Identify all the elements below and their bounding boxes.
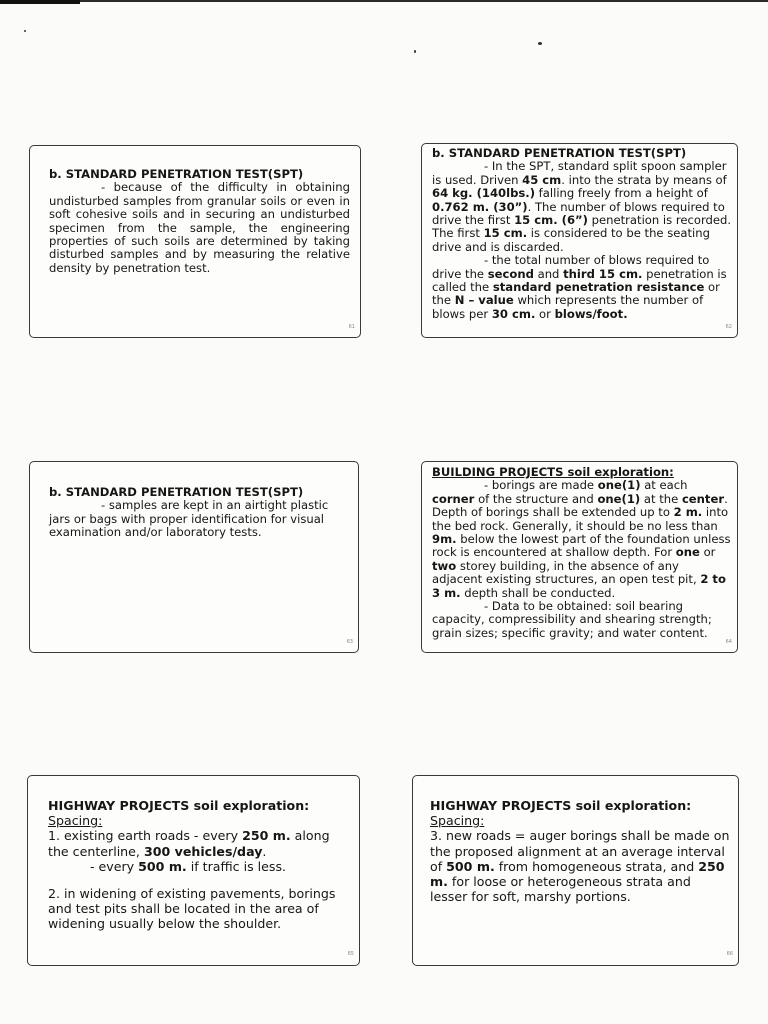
- top-edge-mark: [0, 0, 80, 4]
- slide-body-paragraph-2: - Data to be obtained: soil bearing capacity, compressibility and shearing strength; grain sizes; specific gravity; and water content.: [432, 599, 712, 640]
- slide-title: b. STANDARD PENETRATION TEST(SPT): [432, 146, 687, 160]
- slide-body: - samples are kept in an airtight plastic jars or bags with proper identification for visual examination and/or laboratory tests.: [49, 498, 329, 540]
- spacing-heading: Spacing:: [48, 813, 103, 829]
- slide-item-1b: - every 500 m. if traffic is less.: [90, 858, 287, 874]
- slide-65: [27, 775, 360, 966]
- slide-body-paragraph-1: - In the SPT, standard split spoon sampler is used. Driven 45 cm. into the strata by means of 64 kg. (140lbs.) falling freely from a height of 0.762 m. (30”). The number of blows required to drive the first 15 cm. (6”) penetration is recorded. The first 15 cm. is considered to be the seating drive and is discarded.: [432, 159, 732, 254]
- slide-body: - because of the difficulty in obtaining undisturbed samples from granular soils or even in soft cohesive soils and in securing an undisturbed specimen from the sample, the engineering properties of such soils are determined by taking disturbed samples and by measuring the relative density by penetration test.: [49, 180, 350, 275]
- slide-title: BUILDING PROJECTS soil exploration:: [432, 465, 674, 479]
- top-edge-line: [0, 0, 768, 2]
- page-number: 61: [348, 323, 355, 330]
- slide-item-3: 3. new roads = auger borings shall be made on the proposed alignment at an average interval of 500 m. from homogeneous strata, and 250 m. for loose or heterogeneous strata and lesser for soft, marshy portions.: [430, 828, 730, 905]
- slide-61: [29, 145, 361, 338]
- spacing-heading: Spacing:: [430, 813, 485, 829]
- page-number: 64: [725, 638, 732, 645]
- slide-title: b. STANDARD PENETRATION TEST(SPT): [49, 167, 304, 181]
- slide-62: [421, 143, 738, 338]
- page-number: 62: [725, 323, 732, 330]
- slide-63: [29, 461, 359, 653]
- slide-title: b. STANDARD PENETRATION TEST(SPT): [49, 485, 304, 499]
- scan-speck: [414, 50, 416, 53]
- page-number: 63: [346, 638, 353, 645]
- slide-64: [421, 461, 738, 653]
- slide-title: HIGHWAY PROJECTS soil exploration:: [48, 798, 310, 813]
- page-number: 65: [347, 950, 354, 957]
- page-number: 66: [726, 950, 733, 957]
- scan-speck: [24, 30, 26, 32]
- slide-body-paragraph-1: - borings are made one(1) at each corner of the structure and one(1) at the center. Depth of borings shall be extended up to 2 m. into the bed rock. Generally, it should be no less than 9m. below the lowest part of the foundation unless rock is encountered at shallow depth. For one or two storey building, in the absence of any adjacent existing structures, an open test pit, 2 to 3 m. depth shall be conducted.: [432, 478, 731, 600]
- scan-speck: [538, 42, 542, 45]
- slide-item-1: 1. existing earth roads - every 250 m. along the centerline, 300 vehicles/day.: [48, 828, 330, 859]
- slide-body-paragraph-2: - the total number of blows required to drive the second and third 15 cm. penetration is called the standard penetration resistance or the N – value which represents the number of blows per 30 cm. or blows/foot.: [432, 253, 727, 321]
- slide-title: HIGHWAY PROJECTS soil exploration:: [430, 798, 692, 813]
- slide-item-2: 2. in widening of existing pavements, borings and test pits shall be located in the area of widening usually below the shoulder.: [48, 886, 336, 932]
- slide-66: [412, 775, 739, 966]
